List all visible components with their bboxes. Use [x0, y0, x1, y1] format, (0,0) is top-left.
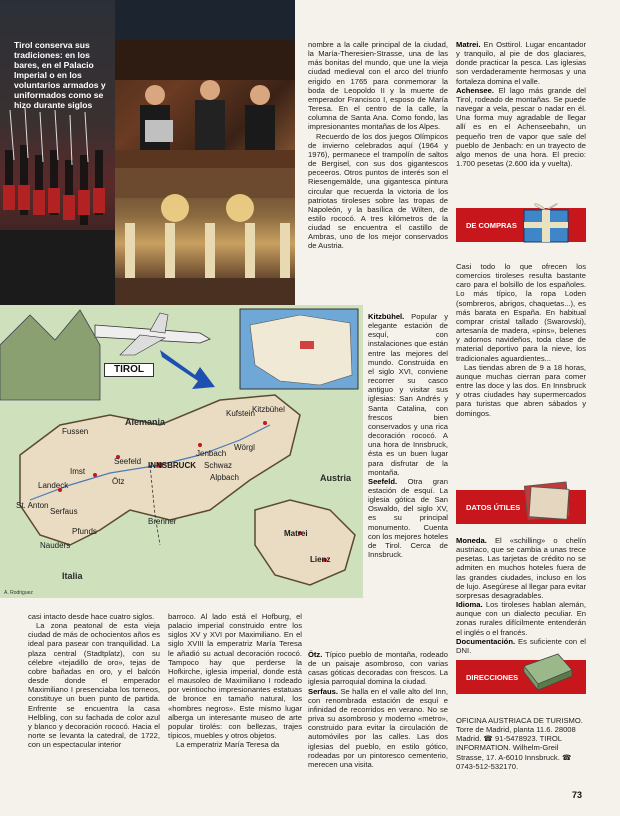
gift-box-icon	[518, 196, 576, 246]
paragraph: En Osttirol. Lugar encantador y tranquilo, al pie de dos glaciares, donde practicar la pesca. Las iglesias son verdaderamente hermosas y una fortaleza domina el valle.	[456, 40, 586, 86]
section-title: Documentación.	[456, 636, 516, 646]
map-country-alemania: Alemania	[125, 417, 166, 427]
section-title: Ötz.	[308, 650, 323, 659]
article-column-second	[168, 612, 302, 749]
paragraph: Popular y elegante estación de esquí, con instalaciones que están entre las mejores del mundo. Construida en el siglo XVI, conviene recorrer su casco antiguo y visitar sus iglesias: San Andrés y Santa Catalina, con frescos bien conservados y una rica decoración rococó. A una hora de Innsbruck, ésta es un buen lugar para disfrutar de la montaña.	[368, 312, 448, 477]
paragraph: barroco. Al lado está el Hofburg, el palacio imperial construido entre los siglos XV y XVI por Maximiliano. En el siglo XVIII la emperatriz María Teresa le añadió su actual decoración rococó. Tampoco hay que perderse la Hofkirche, iglesia imperial, donde está el mausoleo de Maximiliano I rodeado por veintiocho impresionantes estatuas de bronce en tamaño natural, los «hombres negros». Este mismo lugar alberga un interesante museo de arte popular tirolés: con bellezas, trajes típicos, muebles y otros objetos.	[168, 612, 302, 741]
datos-text	[456, 536, 586, 655]
map-place: Lienz	[310, 555, 331, 564]
map-place: Kufstein	[226, 409, 255, 418]
article-column-mid-top	[308, 40, 448, 251]
map-graphic	[0, 305, 363, 598]
paragraph: Casi todo lo que ofrecen los comercios tiroleses resulta bastante caro para el bolsillo de los españoles. Lo más típico, la ropa Loden (sombreros, abrigos, chaquetas...), es más barata en España. En habitual comprar cristal tallado (Swarovski), artesanía de madera, «pins», belenes y adornos navideños, toda clase de material deportivo para la nieve, los tradicionales aguardientes...	[456, 262, 586, 363]
map-place: Matrei	[284, 529, 308, 538]
documents-icon	[520, 478, 576, 526]
section-title: Achensee.	[456, 85, 494, 95]
section-title: Kitzbühel.	[368, 312, 405, 321]
tirol-map-label: TIROL	[104, 363, 154, 377]
section-title: Seefeld.	[368, 476, 398, 486]
musicians-illustration	[115, 40, 295, 168]
map-place: Schwaz	[204, 461, 233, 470]
hall-illustration	[115, 168, 295, 305]
paragraph: OFICINA AUSTRIACA DE TURISMO. Torre de Madrid, planta 11.6. 28008 Madrid. ☎ 91-5478923. TIROL INFORMATION. Wilhelm-Greil Strasse, 17. A-6010 Innsbruck. ☎ 0743-512-532170.	[456, 716, 583, 771]
paragraph: Es suficiente con el DNI.	[456, 636, 586, 655]
paragraph: Típico pueblo de montaña, rodeado de un paisaje asombroso, con varias casas góticas decoradas con frescos. La iglesia parroquial domina la ciudad.	[308, 650, 448, 687]
map-place-capital: INNSBRUCK	[148, 461, 196, 470]
map-place: Landeck	[38, 481, 69, 490]
page-number: 73	[572, 790, 583, 800]
map-book-icon	[518, 648, 576, 696]
map-country-austria: Austria	[320, 473, 352, 483]
map-place: St. Anton	[16, 501, 49, 510]
map-place: Imst	[70, 467, 86, 476]
map-place: Nauders	[40, 541, 71, 550]
paragraph: Recuerdo de los dos juegos Olímpicos de invierno celebrados aquí (1964 y 1976), permanece el trampolín de saltos de Bergisel, con sus dos gigantescos peceeros. Otros puntos de interés son el Riesengemälde, una gigantesca pintura circular que recuerda la victoria de los patriotas tiroleses sobre las tropas de Napoleón, y la basílica de Wilten, de estilo rococó. A tres kilómetros de la ciudad se encuentra el castillo de Ambras, uno de los mejor conservados de Austria.	[308, 131, 448, 251]
tirol-map	[0, 305, 363, 598]
paragraph: La emperatriz María Teresa da	[176, 740, 280, 750]
compras-text	[456, 262, 586, 418]
paragraph: El «schilling» o chelín austriaco, que se cambia a unas trece pesetas. Las tarjetas de crédito no se admiten en muchos hoteles fuera de las grandes ciudades, incluso en los de lujo. Asegúrese al llegar para evitar sorpresas desagradables.	[456, 536, 586, 600]
paragraph: Los tiroleses hablan alemán, aunque con un dialecto peculiar. En zonas rurales difícilmente entenderán el inglés o el francés.	[456, 600, 586, 637]
section-title: Moneda.	[456, 536, 487, 545]
photo-imperial-hall	[115, 168, 295, 305]
paragraph: Se halla en el valle alto del Inn, con renombrada estación de esquí e infinidad de recorridos en verano. No se priva su asombroso y moderno «metro», construido para evitar la circulación de automóviles por las calles. Las dos iglesias del pueblo, en estilo gótico, rodeadas por un pintoresco cementerio, merecen una visita.	[308, 686, 448, 769]
map-place: Fussen	[62, 427, 89, 436]
map-place: Alpbach	[210, 473, 239, 482]
paragraph: casi intacto desde hace cuatro siglos.	[28, 612, 155, 621]
direcciones-text	[456, 716, 586, 771]
map-place: Kitzbühel	[252, 405, 285, 414]
map-place: Ötz	[112, 477, 125, 486]
article-column-right-top	[456, 40, 586, 168]
photo-musicians	[115, 40, 295, 168]
article-column-left	[28, 612, 160, 749]
map-place: Seefeld	[114, 457, 142, 466]
section-title: Idioma.	[456, 600, 483, 610]
paragraph: Otra gran estación de esquí. La iglesia gótica de San Oswaldo, del siglo XV, es su principal monumento. Cuenta con los mejores hoteles de Tirol. Cerca de Innsbruck.	[368, 476, 448, 560]
section-title: Matrei.	[456, 40, 481, 49]
paragraph: Las tiendas abren de 9 a 18 horas, aunque muchas cierran para comer entre las doce y las dos. En Innsbruck y otras ciudades hay supermercados para turistas que abren sábados y domingos.	[456, 362, 586, 418]
map-credit: A. Rodriguez	[4, 590, 33, 596]
map-place: Wörgl	[234, 443, 255, 452]
article-column-mid-narrow	[368, 312, 448, 559]
map-place: Jenbach	[196, 449, 227, 458]
map-place: Brenner	[148, 517, 177, 526]
map-country-italia: Italia	[62, 571, 83, 581]
section-header-title: DATOS ÚTILES	[466, 502, 521, 512]
map-place: Serfaus	[50, 507, 78, 516]
section-title: Serfaus.	[308, 686, 338, 696]
section-header-title: DIRECCIONES	[466, 672, 519, 682]
section-header-title: DE COMPRAS	[466, 220, 517, 230]
photo-caption: Tirol conserva sus tradiciones: en los bares, en el Palacio Imperial o en los voluntarios armados y uniformados como se hizo durante siglos	[14, 40, 106, 110]
article-column-mid-bottom	[308, 650, 448, 769]
paragraph: El lago más grande del Tirol, rodeado de montañas. Se puede navegar a vela, pescar o nadar en él. Una forma muy agradable de llegar allí es en el Achenseebahn, un pequeño tren de vapor que sale del pueblo de Jenbach: en un trayecto de algo menos de una hora. El precio: 1.700 pesetas (2.600 ida y vuelta).	[456, 85, 586, 169]
paragraph: nombre a la calle principal de la ciudad, la María-Theresien-Strasse, una de las más bonitas del mundo, que une la vieja ciudad medieval con el arco del triunfo erigido en 1765 para conmemorar la boda de Leopoldo II y la muerte de emperador Francisco I, esposo de María Teresa. En el centro de la calle, la columna de Santa Ana. Como fondo, las impresionantes montañas de los Alpes.	[308, 40, 448, 132]
paragraph: La zona peatonal de esta vieja ciudad de más de ochocientos años es ideal para pasear con tranquilidad. La plaza central (Stadtplatz), con su célebre «tejadillo de oro», tejas de cobre bañadas en oro, y el balcón desde donde el emperador Maximiliano I presenciaba los torneos, constituye un buen punto de partida. Enfrente se encuentra la casa Helbling, con su fachada de color azul y blanco y decoración rococó. Hacia el norte se levanta la catedral, de 1722, con un espectacular interior	[28, 621, 160, 750]
map-place: Pfunds	[72, 527, 97, 536]
